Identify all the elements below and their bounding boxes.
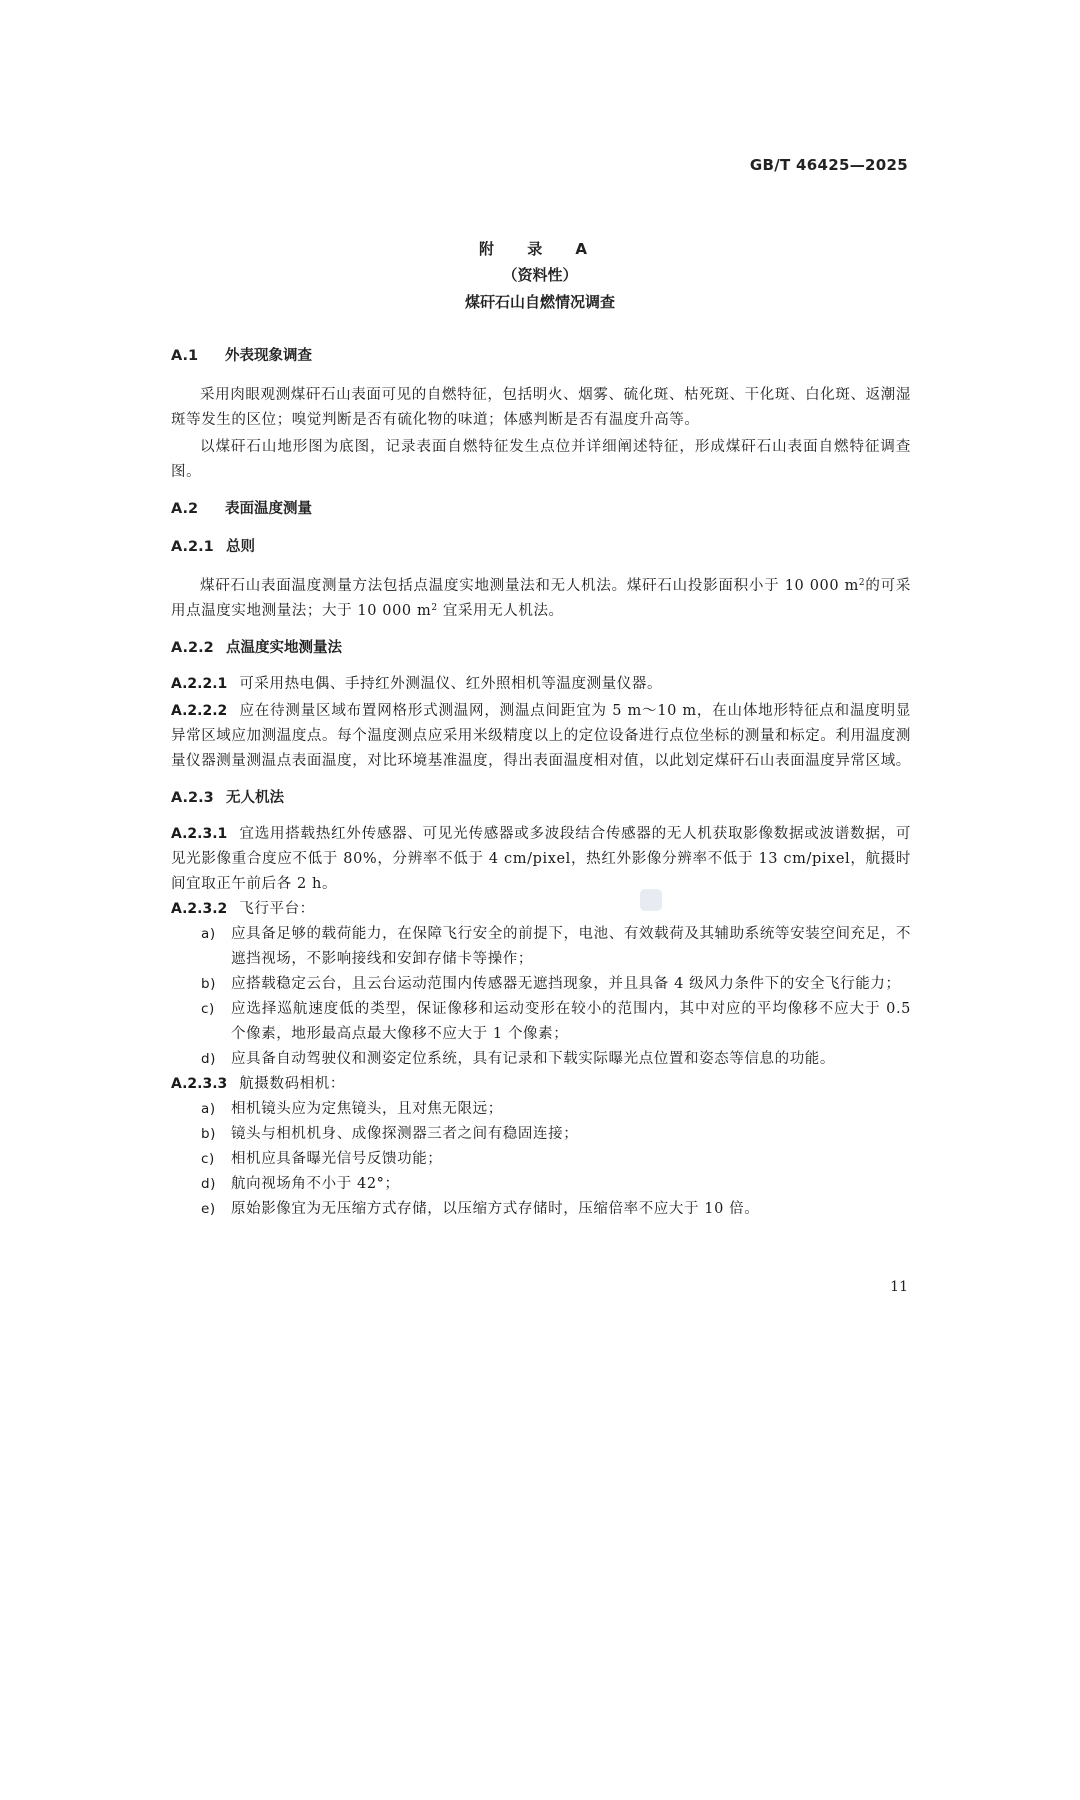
- paragraph: 以煤矸石山地形图为底图，记录表面自燃特征发生点位并详细阐述特征，形成煤矸石山表面自燃特征调查图。: [171, 439, 911, 480]
- list-item: [171, 1197, 911, 1222]
- appendix-title: 煤矸石山自燃情况调查: [464, 293, 615, 311]
- page-number: 11: [890, 1279, 908, 1295]
- list-marker: d): [201, 1176, 217, 1192]
- list-text: 应搭载稳定云台，且云台运动范围内传感器无遮挡现象，并且具备 4 级风力条件下的安全飞行能力；: [231, 976, 901, 992]
- list-marker: b): [201, 976, 217, 992]
- appendix-nature: （资料性）: [502, 266, 578, 284]
- list-text: 应选择巡航速度低的类型，保证像移和运动变形在较小的范围内，其中对应的平均像移不应大于 0.5 个像素，地形最高点最大像移不应大于 1 个像素；: [231, 1001, 911, 1042]
- list-text: 航向视场角不小于 42°；: [231, 1176, 400, 1192]
- clause-text: 可采用热电偶、手持红外测温仪、红外照相机等温度测量仪器。: [239, 676, 663, 692]
- clause-number: A.2.3.3: [171, 1076, 228, 1092]
- appendix-content: [171, 340, 911, 1222]
- section-heading-a22: [171, 638, 911, 658]
- list-item: [171, 1172, 911, 1197]
- list-text: 相机应具备曝光信号反馈功能；: [231, 1151, 443, 1167]
- superscript: 2: [858, 578, 866, 588]
- section-heading-a23: [171, 788, 911, 808]
- section-title: 总则: [226, 539, 255, 555]
- list-marker: c): [201, 1001, 215, 1017]
- superscript: 2: [431, 603, 438, 613]
- list-flight-platform: [171, 922, 911, 1072]
- paragraph-text: 的可采用点温度实地测量法；大于 10 000 m: [171, 578, 911, 619]
- clause-text: 应在待测量区域布置网格形式测温网，测温点间距宜为 5 m～10 m，在山体地形特征点和温度明显异常区域应加测温度点。每个温度测点应采用米级精度以上的定位设备进行点位坐标的测量和标定。利用温度测量仪器测量测温点表面温度，对比环境基准温度，得出表面温度相对值，以此划定煤矸石山表面温度异常区域。: [171, 703, 911, 769]
- list-marker: a): [201, 926, 216, 942]
- list-marker: e): [201, 1201, 216, 1217]
- clause-text: 航摄数码相机：: [239, 1076, 345, 1092]
- section-heading-a1: [171, 346, 911, 366]
- list-text: 应具备自动驾驶仪和测姿定位系统，具有记录和下载实际曝光点位置和姿态等信息的功能。: [231, 1051, 835, 1067]
- list-item: [171, 1147, 911, 1172]
- clause-text: 飞行平台：: [239, 901, 315, 917]
- section-title: 点温度实地测量法: [226, 640, 342, 656]
- paragraph: 采用肉眼观测煤矸石山表面可见的自燃特征，包括明火、烟雾、硫化斑、枯死斑、干化斑、白化斑、返潮湿斑等发生的区位；嗅觉判断是否有硫化物的味道；体感判断是否有温度升高等。: [171, 387, 911, 428]
- clause-a231: [171, 822, 911, 897]
- section-title: 无人机法: [226, 790, 284, 806]
- paragraph-text: 宜采用无人机法。: [437, 603, 564, 619]
- section-heading-a2: [171, 499, 911, 519]
- clause-number: A.2.3.1: [171, 826, 228, 842]
- list-item: [171, 1122, 911, 1147]
- section-number: A.2.2: [171, 640, 214, 656]
- section-number: A.2: [171, 501, 199, 517]
- paragraph: [171, 574, 911, 624]
- list-text: 相机镜头应为定焦镜头，且对焦无限远；: [231, 1101, 503, 1117]
- list-item: [171, 1097, 911, 1122]
- clause-number: A.2.2.2: [171, 703, 228, 719]
- section-title: 表面温度测量: [225, 501, 312, 517]
- clause-a232: [171, 897, 911, 922]
- list-marker: b): [201, 1126, 217, 1142]
- section-number: A.2.1: [171, 539, 214, 555]
- watermark-icon: [640, 889, 662, 911]
- clause-number: A.2.2.1: [171, 676, 228, 692]
- list-item: [171, 972, 911, 997]
- clause-a233: [171, 1072, 911, 1097]
- list-item: [171, 1047, 911, 1072]
- clause-a222: [171, 699, 911, 774]
- list-marker: d): [201, 1051, 217, 1067]
- appendix-label: 附 录 A: [478, 240, 602, 258]
- list-marker: a): [201, 1101, 216, 1117]
- section-number: A.1: [171, 348, 199, 364]
- section-heading-a21: [171, 537, 911, 557]
- clause-number: A.2.3.2: [171, 901, 228, 917]
- standard-code: GB/T 46425—2025: [749, 156, 908, 174]
- list-item: [171, 922, 911, 972]
- section-title: 外表现象调查: [225, 348, 312, 364]
- clause-text: 宜选用搭载热红外传感器、可见光传感器或多波段结合传感器的无人机获取影像数据或波谱数据，可见光影像重合度应不低于 80%，分辨率不低于 4 cm/pixel，热红外影像分辨率不低于 13 cm/pixel，航摄时间宜取正午前后各 2 h。: [171, 826, 911, 892]
- section-number: A.2.3: [171, 790, 214, 806]
- list-marker: c): [201, 1151, 215, 1167]
- list-text: 镜头与相机机身、成像探测器三者之间有稳固连接；: [231, 1126, 579, 1142]
- list-text: 应具备足够的载荷能力，在保障飞行安全的前提下，电池、有效载荷及其辅助系统等安装空间充足，不遮挡视场，不影响接线和安卸存储卡等操作；: [231, 926, 911, 967]
- list-text: 原始影像宜为无压缩方式存储，以压缩方式存储时，压缩倍率不应大于 10 倍。: [231, 1201, 760, 1217]
- list-camera: [171, 1097, 911, 1222]
- paragraph-text: 煤矸石山表面温度测量方法包括点温度实地测量法和无人机法。煤矸石山投影面积小于 10 000 m: [200, 578, 859, 594]
- list-item: [171, 997, 911, 1047]
- clause-a221: [171, 672, 911, 697]
